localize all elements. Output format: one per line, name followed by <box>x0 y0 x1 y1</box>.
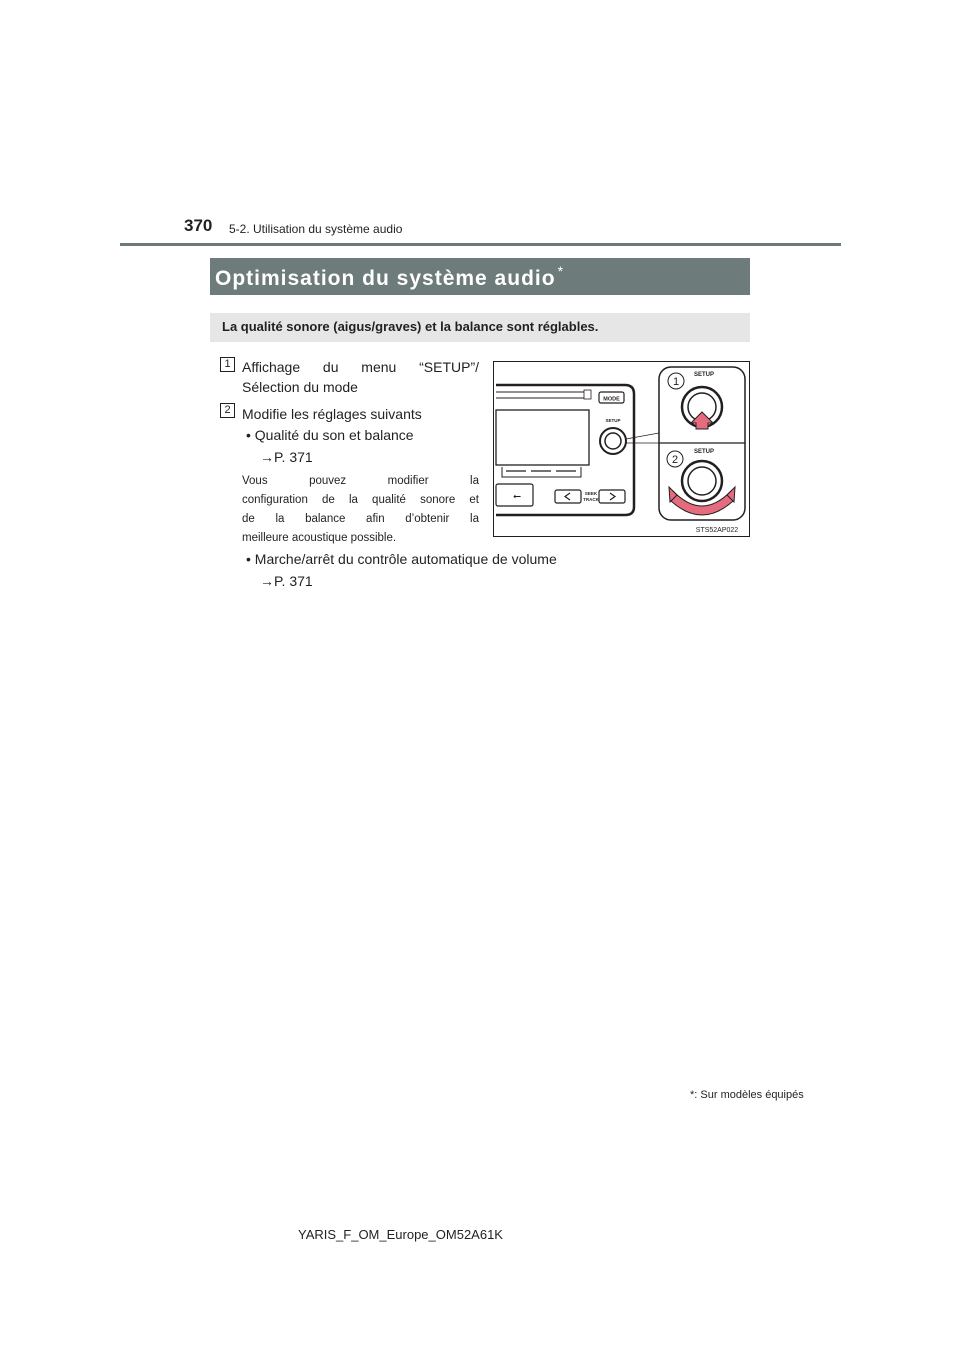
footnote: *: Sur modèles équipés <box>690 1089 804 1101</box>
note-block <box>242 472 479 548</box>
intro-box <box>210 313 750 342</box>
page-title-text: Optimisation du système audio <box>215 267 556 290</box>
footer-code: YARIS_F_OM_Europe_OM52A61K <box>298 1227 503 1242</box>
audio-panel-figure <box>493 361 750 537</box>
setup-label-2: SETUP <box>693 449 715 455</box>
callout-1-number: 1 <box>672 376 680 388</box>
title-bar <box>210 258 750 295</box>
asterisk-marker: * <box>557 263 565 279</box>
seek-forward-button <box>599 490 625 503</box>
step-2-text: Modifie les réglages suivants <box>242 406 422 422</box>
bullet-2-ref: →P. 371 <box>260 573 313 589</box>
step-1-line-2: Sélection du mode <box>242 379 358 395</box>
display-screen <box>496 410 589 465</box>
step-2-number: 2 <box>220 403 235 418</box>
bullet-2: • Marche/arrêt du contrôle automatique de volume <box>246 551 557 567</box>
usb-icon: ⭠ <box>513 491 521 502</box>
callout-2-number: 2 <box>671 454 679 466</box>
note-line: configuration de la qualité sonore et <box>242 494 479 506</box>
bullet-1-ref: →P. 371 <box>260 449 313 465</box>
step-1-number: 1 <box>220 357 235 372</box>
bullet-1: • Qualité du son et balance <box>246 427 414 443</box>
page-number: 370 <box>184 216 213 235</box>
seek-label: SEEK <box>584 491 598 496</box>
header-rule <box>120 243 841 246</box>
intro-text: La qualité sonore (aigus/graves) et la balance sont réglables. <box>222 319 599 334</box>
page-title <box>215 263 564 291</box>
section-heading: 5-2. Utilisation du système audio <box>229 222 403 236</box>
step-1-text <box>242 357 479 397</box>
setup-label-small: SETUP <box>605 418 621 423</box>
track-label: TRACK <box>583 497 599 502</box>
note-line: meilleure acoustique possible. <box>242 532 397 544</box>
figure-code: STS52AP022 <box>695 527 739 534</box>
mode-button-label: MODE <box>603 396 620 403</box>
setup-knob-turn-inner <box>688 467 716 495</box>
step-1-line-1: Affichage du menu “SETUP”/ <box>242 359 479 375</box>
setup-label-1: SETUP <box>693 372 715 378</box>
eject-button <box>584 390 591 399</box>
note-line: Vous pouvez modifier la <box>242 475 479 487</box>
seek-back-button <box>555 490 581 503</box>
setup-knob-small-inner <box>605 433 621 449</box>
note-line: de la balance afin d’obtenir la <box>242 513 479 525</box>
